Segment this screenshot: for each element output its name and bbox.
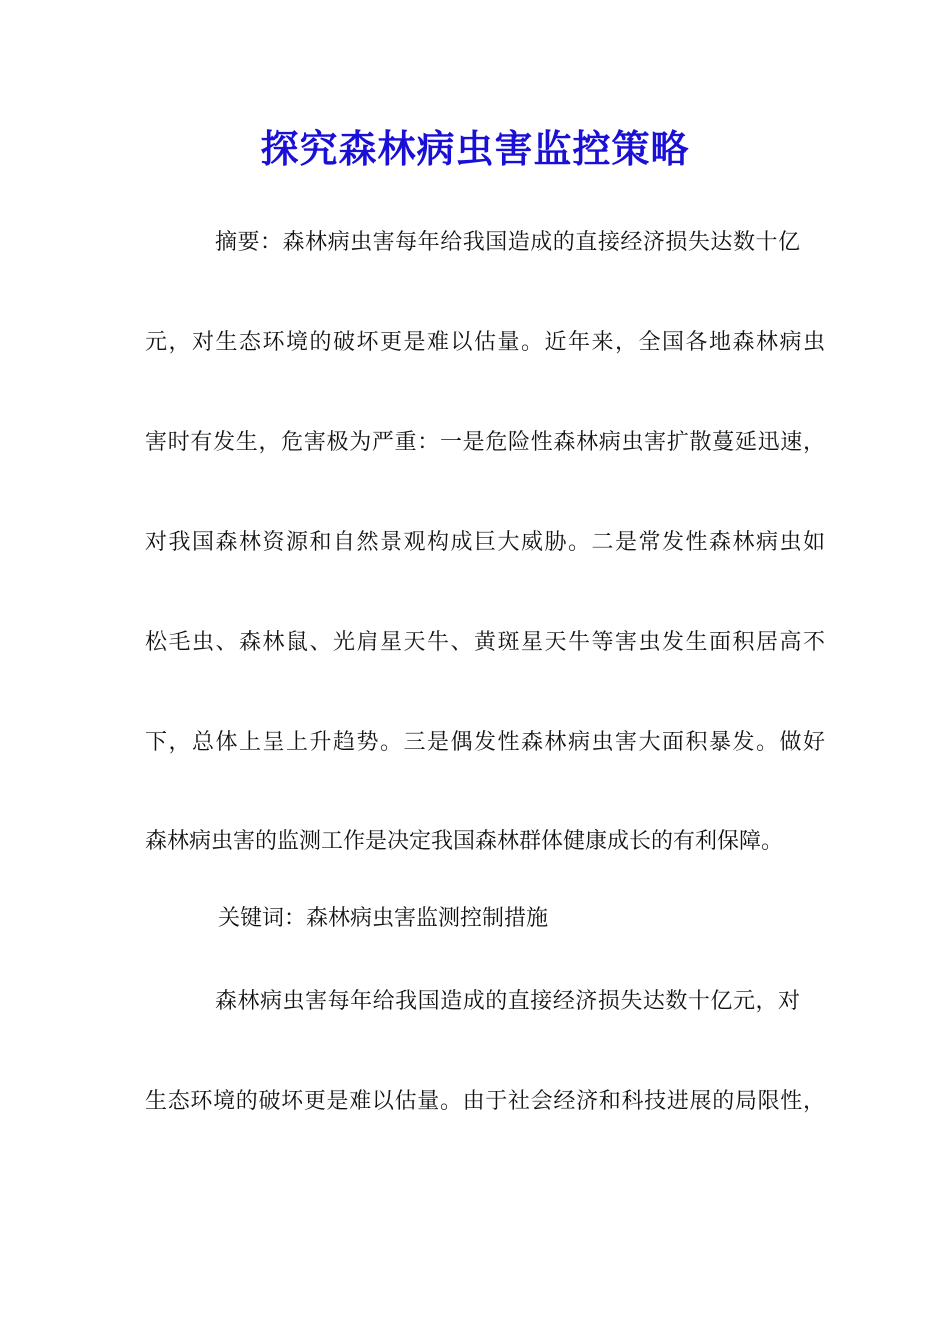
abstract-line-1: 摘要：森林病虫害每年给我国造成的直接经济损失达数十亿 <box>215 230 800 255</box>
abstract-line-3: 害时有发生，危害极为严重：一是危险性森林病虫害扩散蔓延迅速， <box>145 430 825 455</box>
keywords-line: 关键词：森林病虫害监测控制措施 <box>218 906 549 931</box>
abstract-line-7: 森林病虫害的监测工作是决定我国森林群体健康成长的有利保障。 <box>145 829 784 854</box>
abstract-line-6: 下，总体上呈上升趋势。三是偶发性森林病虫害大面积暴发。做好 <box>145 730 825 755</box>
body-line-1: 森林病虫害每年给我国造成的直接经济损失达数十亿元，对 <box>215 989 800 1014</box>
abstract-line-2: 元，对生态环境的破坏更是难以估量。近年来，全国各地森林病虫 <box>145 330 825 355</box>
abstract-line-4: 对我国森林资源和自然景观构成巨大威胁。二是常发性森林病虫如 <box>145 530 825 555</box>
body-line-2: 生态环境的破坏更是难以估量。由于社会经济和科技进展的局限性， <box>145 1089 825 1114</box>
abstract-line-5: 松毛虫、森林鼠、光肩星天牛、黄斑星天牛等害虫发生面积居高不 <box>145 630 825 655</box>
document-title: 探究森林病虫害监控策略 <box>260 126 690 171</box>
